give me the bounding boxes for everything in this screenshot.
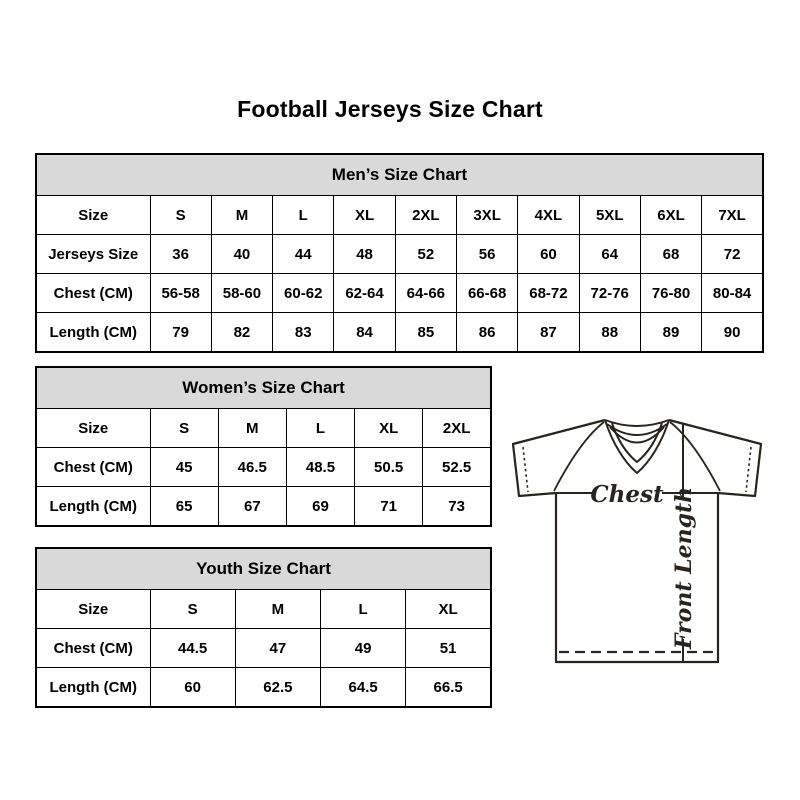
cell: 64-66 — [395, 274, 456, 313]
cell: 4XL — [518, 196, 579, 235]
row-label: Length (CM) — [36, 487, 150, 527]
front-length-label: Front Length — [671, 486, 697, 650]
cell: 66.5 — [406, 668, 491, 708]
cell: 2XL — [395, 196, 456, 235]
cell: L — [286, 409, 354, 448]
cell: 3XL — [456, 196, 517, 235]
table-row — [36, 196, 763, 235]
cell: M — [235, 590, 320, 629]
cell: 79 — [150, 313, 211, 353]
cell: 6XL — [640, 196, 701, 235]
page-title: Football Jerseys Size Chart — [237, 96, 543, 122]
cell: 64 — [579, 235, 640, 274]
cell: M — [218, 409, 286, 448]
cell: 90 — [702, 313, 763, 353]
cell: 46.5 — [218, 448, 286, 487]
cell: XL — [355, 409, 423, 448]
cell: 68-72 — [518, 274, 579, 313]
cell: 40 — [211, 235, 272, 274]
cell: 89 — [640, 313, 701, 353]
cell: 69 — [286, 487, 354, 527]
cell: 68 — [640, 235, 701, 274]
table-title: Women’s Size Chart — [36, 367, 491, 409]
cell: 45 — [150, 448, 218, 487]
chest-label: Chest — [590, 481, 664, 508]
cell: 44 — [273, 235, 334, 274]
cell: 88 — [579, 313, 640, 353]
cell: 72-76 — [579, 274, 640, 313]
cell: 83 — [273, 313, 334, 353]
cell: 82 — [211, 313, 272, 353]
table-title-row — [36, 367, 491, 409]
cell: 71 — [355, 487, 423, 527]
table-row — [36, 274, 763, 313]
row-label: Size — [36, 196, 150, 235]
cell: 36 — [150, 235, 211, 274]
row-label: Size — [36, 590, 150, 629]
table-row — [36, 448, 491, 487]
cell: 51 — [406, 629, 491, 668]
cell: 52 — [395, 235, 456, 274]
cell: 5XL — [579, 196, 640, 235]
cell: 65 — [150, 487, 218, 527]
cell: 47 — [235, 629, 320, 668]
row-label: Chest (CM) — [36, 629, 150, 668]
cell: 56-58 — [150, 274, 211, 313]
cell: S — [150, 196, 211, 235]
table-title: Youth Size Chart — [36, 548, 491, 590]
cell: M — [211, 196, 272, 235]
row-label: Length (CM) — [36, 313, 150, 353]
row-label: Jerseys Size — [36, 235, 150, 274]
table-title: Men’s Size Chart — [36, 154, 763, 196]
table-row — [36, 668, 491, 708]
cell: XL — [334, 196, 395, 235]
table-row — [36, 409, 491, 448]
cell: 67 — [218, 487, 286, 527]
mens-size-table — [35, 153, 764, 353]
table-title-row — [36, 548, 491, 590]
table-row — [36, 235, 763, 274]
row-label: Size — [36, 409, 150, 448]
table-row — [36, 629, 491, 668]
row-label: Chest (CM) — [36, 448, 150, 487]
row-label: Chest (CM) — [36, 274, 150, 313]
youth-size-table — [35, 547, 492, 708]
cell: 73 — [423, 487, 491, 527]
cell: 48.5 — [286, 448, 354, 487]
cell: 64.5 — [321, 668, 406, 708]
cell: 49 — [321, 629, 406, 668]
cell: S — [150, 409, 218, 448]
table-row — [36, 590, 491, 629]
cell: 7XL — [702, 196, 763, 235]
cell: 66-68 — [456, 274, 517, 313]
cell: 56 — [456, 235, 517, 274]
cell: 60 — [150, 668, 235, 708]
cell: L — [321, 590, 406, 629]
cell: S — [150, 590, 235, 629]
table-row — [36, 487, 491, 527]
cell: 86 — [456, 313, 517, 353]
cell: 84 — [334, 313, 395, 353]
cell: 72 — [702, 235, 763, 274]
cell: 60 — [518, 235, 579, 274]
cell: 50.5 — [355, 448, 423, 487]
cell: 48 — [334, 235, 395, 274]
cell: 87 — [518, 313, 579, 353]
cell: 62.5 — [235, 668, 320, 708]
table-title-row — [36, 154, 763, 196]
cell: 52.5 — [423, 448, 491, 487]
cell: 62-64 — [334, 274, 395, 313]
cell: XL — [406, 590, 491, 629]
cell: 2XL — [423, 409, 491, 448]
cell: 80-84 — [702, 274, 763, 313]
jersey-diagram-svg — [500, 398, 782, 680]
jersey-vneck — [605, 420, 669, 473]
cell: 60-62 — [273, 274, 334, 313]
cell: L — [273, 196, 334, 235]
cell: 58-60 — [211, 274, 272, 313]
womens-size-table — [35, 366, 492, 527]
cell: 85 — [395, 313, 456, 353]
jersey-measurement-diagram — [500, 398, 782, 680]
table-row — [36, 313, 763, 353]
cell: 44.5 — [150, 629, 235, 668]
row-label: Length (CM) — [36, 668, 150, 708]
cell: 76-80 — [640, 274, 701, 313]
